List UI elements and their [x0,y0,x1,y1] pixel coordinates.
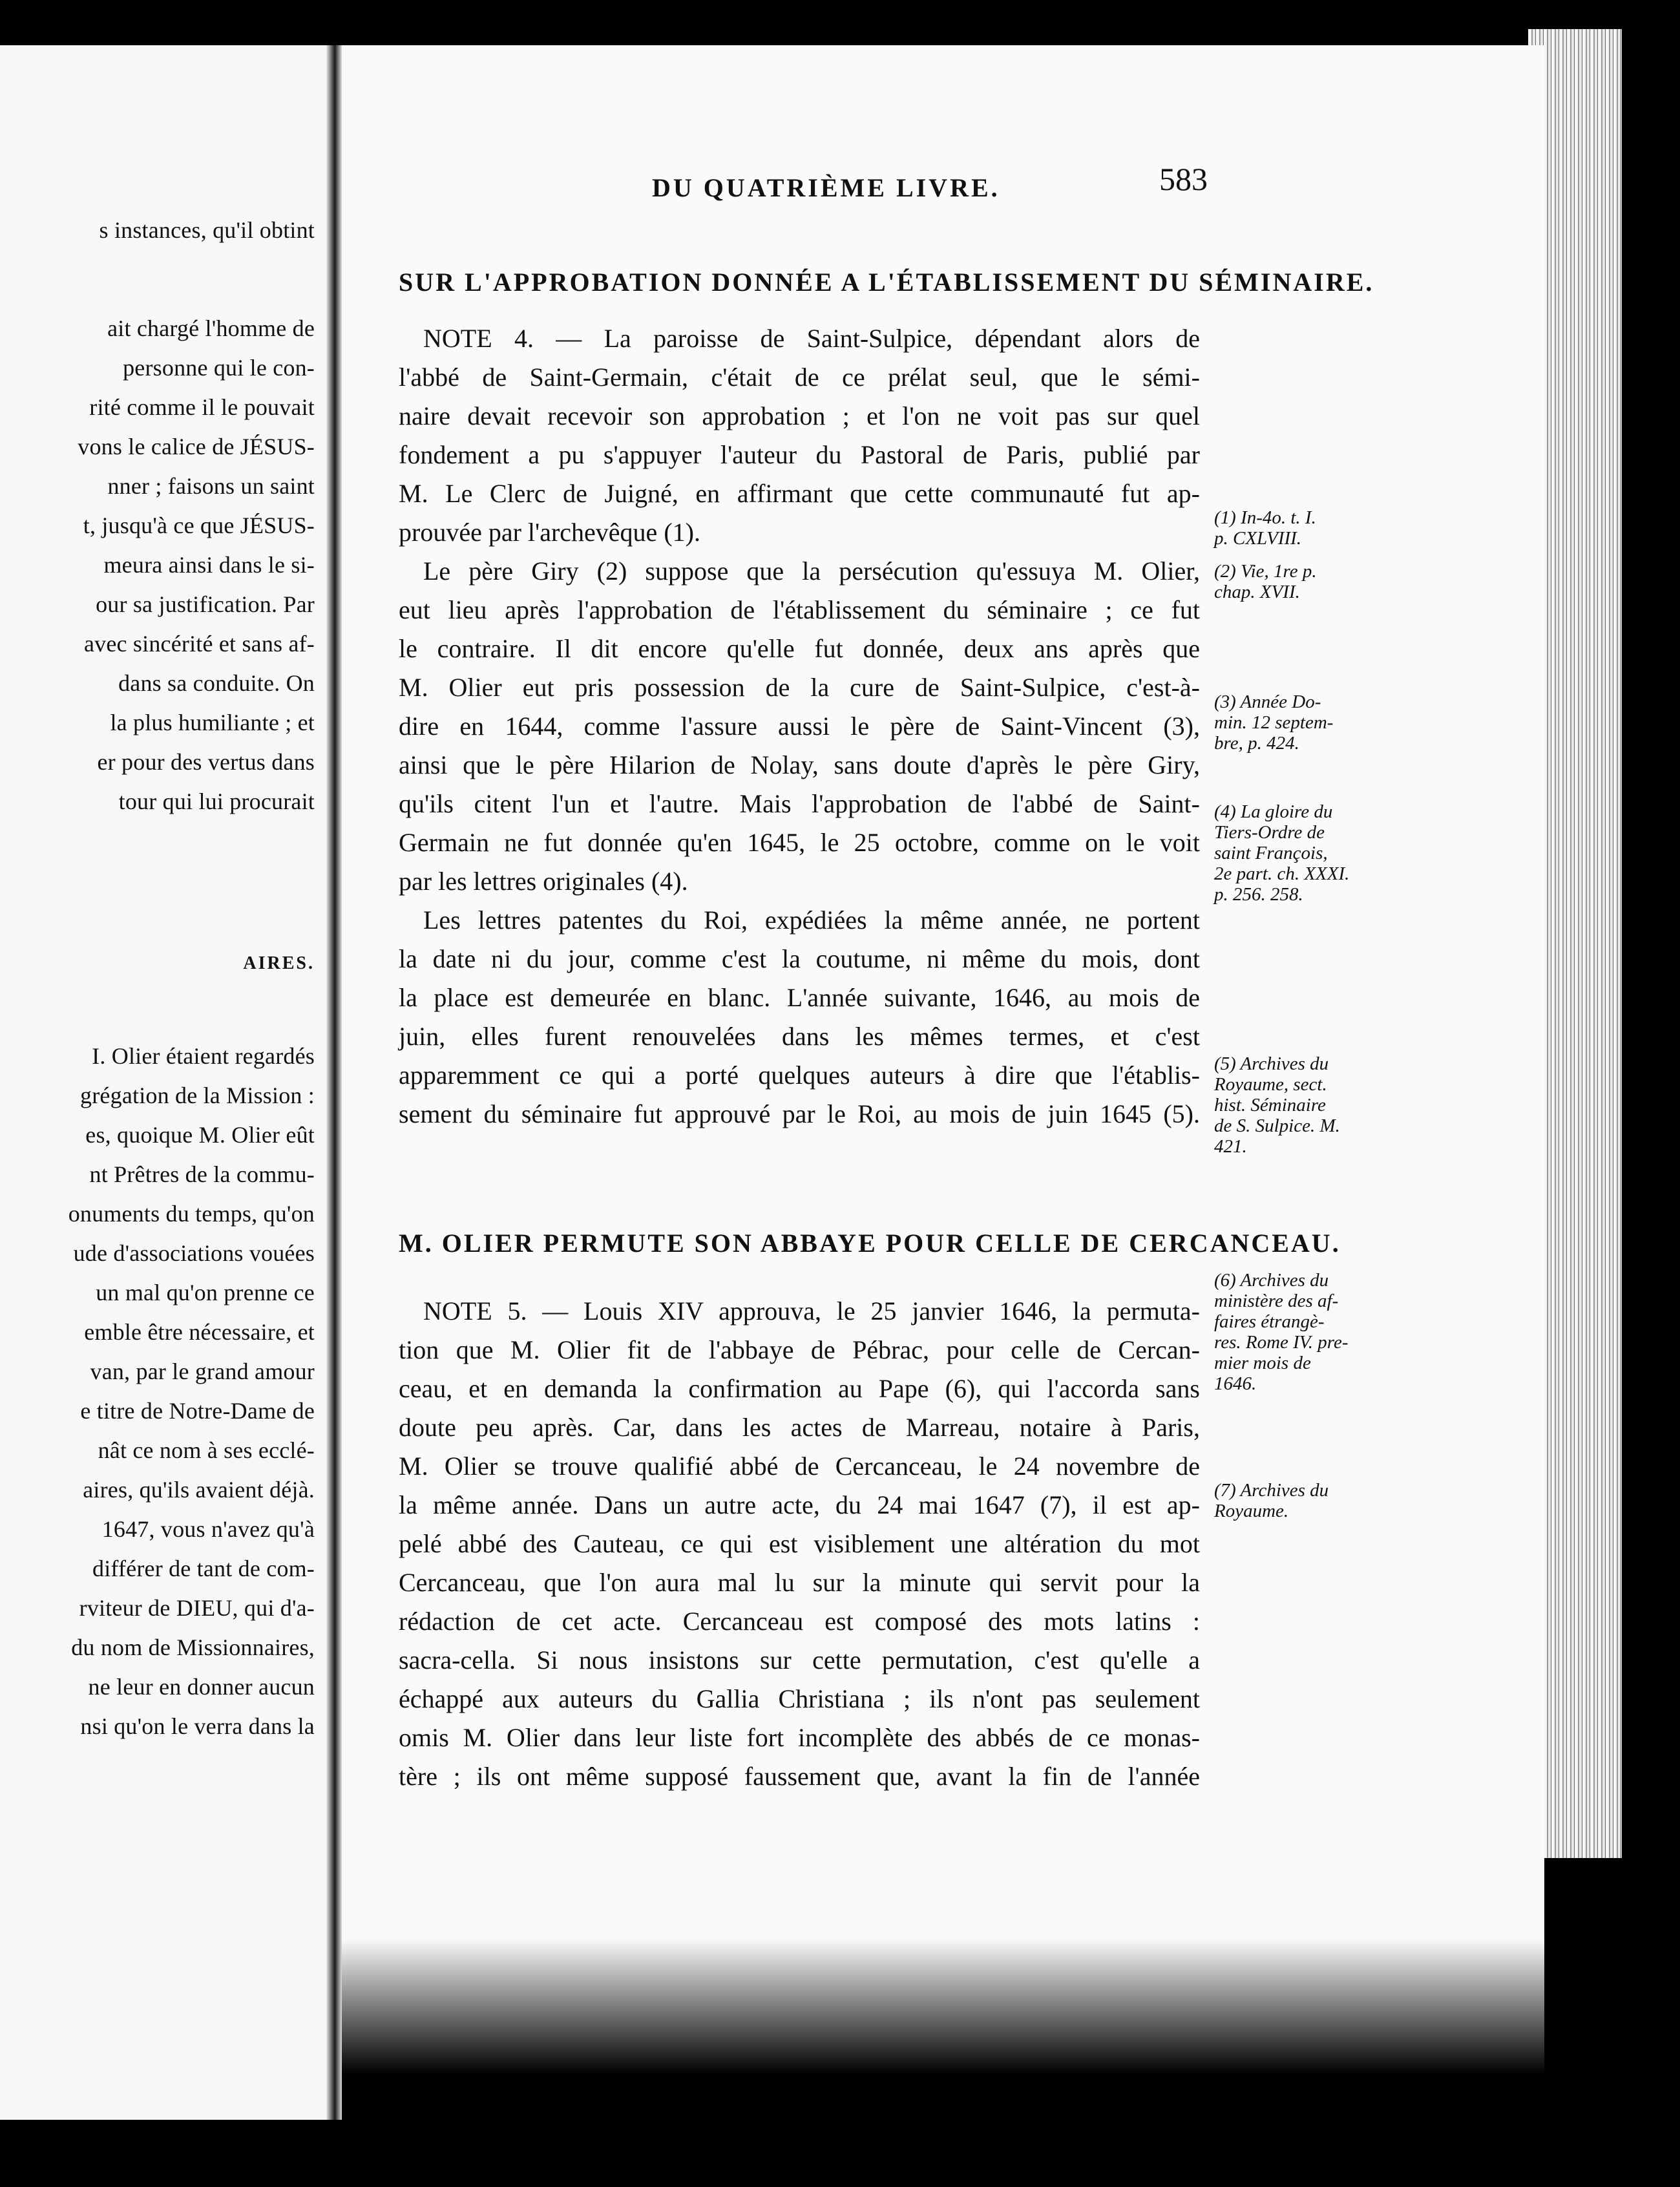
body-line: M. Olier eut pris possession de la cure de Saint-Sulpice, c'est-à- [399,673,1200,702]
margin-note-line: (7) Archives du [1214,1480,1329,1501]
margin-note-line: res. Rome IV. pre- [1214,1332,1349,1353]
margin-note-line: p. 256. 258. [1214,884,1303,905]
body-line: naire devait recevoir son approbation ; et l'on ne voit pas sur quel [399,401,1200,430]
page-number: 583 [1159,161,1208,197]
book-gutter [326,45,342,2120]
body-line: l'abbé de Saint-Germain, c'était de ce prélat seul, que le sémi- [399,363,1200,392]
left-line: la plus humiliante ; et [110,710,315,735]
body-line: doute peu après. Car, dans les actes de Marreau, notaire à Paris, [399,1413,1200,1442]
margin-note-line: (5) Archives du [1214,1053,1329,1074]
left-line: er pour des vertus dans [97,749,315,775]
left-line: rviteur de DIEU, qui d'a- [79,1595,315,1621]
body-line: sacra-cella. Si nous insistons sur cette permutation, c'est qu'elle a [399,1645,1200,1675]
margin-note-line: mier mois de [1214,1353,1311,1373]
body-line: apparemment ce qui a porté quelques auteurs à dire que l'établis- [399,1061,1200,1090]
left-line: t, jusqu'à ce que JÉSUS- [83,512,315,538]
body-line: la place est demeurée en blanc. L'année suivante, 1646, au mois de [399,983,1200,1012]
margin-note-line: p. CXLVIII. [1214,528,1302,549]
left-line: nât ce nom à ses ecclé- [98,1437,315,1463]
body-line: le contraire. Il dit encore qu'elle fut donnée, deux ans après que [399,634,1200,663]
left-line: ude d'associations vouées [73,1240,315,1266]
body-line: Le père Giry (2) suppose que la persécution qu'essuya M. Olier, [423,556,1200,586]
left-line: es, quoique M. Olier eût [85,1122,315,1148]
left-line: du nom de Missionnaires, [71,1634,315,1660]
body-line: juin, elles furent renouvelées dans les mêmes termes, et c'est [399,1022,1200,1051]
body-line: ainsi que le père Hilarion de Nolay, sans doute d'après le père Giry, [399,750,1200,779]
page-shadow [342,1939,1544,2133]
margin-note-line: (4) La gloire du [1214,801,1333,822]
margin-note-line: Royaume, sect. [1214,1074,1327,1095]
body-line: fondement a pu s'appuyer l'auteur du Pastoral de Paris, publié par [399,440,1200,469]
left-line: emble être nécessaire, et [84,1319,315,1345]
left-line: onuments du temps, qu'on [68,1201,315,1227]
body-line: qu'ils citent l'un et l'autre. Mais l'approbation de l'abbé de Saint- [399,789,1200,818]
margin-note-line: min. 12 septem- [1214,712,1334,733]
body-line: la date ni du jour, comme c'est la coutume, ni même du mois, dont [399,944,1200,973]
left-line: 1647, vous n'avez qu'à [101,1516,315,1542]
left-line: e titre de Notre-Dame de [80,1398,315,1424]
left-line: différer de tant de com- [92,1556,315,1581]
margin-note-line: 421. [1214,1136,1247,1157]
margin-note-line: Royaume. [1214,1501,1289,1521]
left-line: ne leur en donner aucun [88,1674,315,1700]
left-line: ait chargé l'homme de [107,315,315,341]
body-line: tère ; ils ont même supposé faussement que, avant la fin de l'année [399,1762,1200,1791]
margin-note-line: (6) Archives du [1214,1270,1329,1291]
body-line: pelé abbé des Cauteau, ce qui est visiblement une altération du mot [399,1529,1200,1558]
body-line: M. Le Clerc de Juigné, en affirmant que cette communauté fut ap- [399,479,1200,508]
left-line: nner ; faisons un saint [107,473,315,499]
left-line: nt Prêtres de la commu- [89,1161,315,1187]
body-line: échappé aux auteurs du Gallia Christiana ; ils n'ont pas seulement [399,1684,1200,1713]
margin-note-line: (1) In-4o. t. I. [1214,507,1316,528]
left-line: grégation de la Mission : [80,1083,315,1108]
left-line: aires, qu'ils avaient déjà. [83,1477,315,1503]
margin-note-line: faires étrangè- [1214,1311,1325,1332]
margin-note-line: chap. XVII. [1214,582,1300,602]
section-heading: M. OLIER PERMUTE SON ABBAYE POUR CELLE DE CERCANCEAU. [399,1229,1341,1258]
body-line: Germain ne fut donnée qu'en 1645, le 25 octobre, comme on le voit [399,828,1200,857]
left-line: rité comme il le pouvait [89,394,315,420]
body-line: sement du séminaire fut approuvé par le Roi, au mois de juin 1645 (5). [399,1099,1200,1128]
margin-note-line: ministère des af- [1214,1291,1339,1311]
body-line: eut lieu après l'approbation de l'établissement du séminaire ; ce fut [399,595,1200,624]
left-section-heading: AIRES. [243,953,315,973]
left-line: van, par le grand amour [90,1358,315,1384]
left-line: avec sincérité et sans af- [83,631,315,657]
margin-note-line: bre, p. 424. [1214,733,1299,754]
body-line: M. Olier se trouve qualifié abbé de Cercanceau, le 24 novembre de [399,1452,1200,1481]
margin-note-line: saint François, [1214,843,1328,863]
left-line: tour qui lui procurait [118,788,315,814]
margin-note-line: hist. Séminaire [1214,1095,1326,1115]
body-line: ceau, et en demanda la confirmation au Pape (6), qui l'accorda sans [399,1374,1200,1403]
body-line: rédaction de cet acte. Cercanceau est composé des mots latins : [399,1607,1200,1636]
section-heading: SUR L'APPROBATION DONNÉE A L'ÉTABLISSEMENT DU SÉMINAIRE. [399,268,1374,297]
body-line: Les lettres patentes du Roi, expédiées la même année, ne portent [423,905,1200,935]
body-line: NOTE 4. — La paroisse de Saint-Sulpice, dépendant alors de [423,324,1200,353]
body-line: NOTE 5. — Louis XIV approuva, le 25 janvier 1646, la permuta- [423,1296,1200,1326]
margin-note-line: 1646. [1214,1373,1257,1394]
margin-note-line: (2) Vie, 1re p. [1214,561,1317,582]
running-title: DU QUATRIÈME LIVRE. [652,173,1000,202]
margin-note-line: 2e part. ch. XXXI. [1214,863,1350,884]
body-line: par les lettres originales (4). [399,867,688,896]
body-line: omis M. Olier dans leur liste fort incomplète des abbés de ce monas- [399,1723,1200,1752]
right-page [342,45,1544,1984]
left-page [0,45,326,2120]
left-line: nsi qu'on le verra dans la [80,1713,315,1739]
left-line: meura ainsi dans le si- [103,552,315,578]
left-line: s instances, qu'il obtint [99,217,315,243]
left-line: dans sa conduite. On [118,670,315,696]
body-line: la même année. Dans un autre acte, du 24 mai 1647 (7), il est ap- [399,1490,1200,1519]
left-line: our sa justification. Par [96,591,315,617]
left-line: vons le calice de JÉSUS- [78,434,315,460]
left-line: personne qui le con- [123,355,315,381]
margin-note-line: Tiers-Ordre de [1214,822,1325,843]
body-line: Cercanceau, que l'on aura mal lu sur la minute qui servit pour la [399,1568,1200,1597]
left-line: I. Olier étaient regardés [92,1043,315,1069]
left-line: un mal qu'on prenne ce [96,1280,315,1305]
margin-note-line: de S. Sulpice. M. [1214,1115,1340,1136]
body-line: dire en 1644, comme l'assure aussi le père de Saint-Vincent (3), [399,712,1200,741]
body-line: prouvée par l'archevêque (1). [399,518,700,547]
margin-note-line: (3) Année Do- [1214,692,1321,712]
body-line: tion que M. Olier fit de l'abbaye de Pébrac, pour celle de Cercan- [399,1335,1200,1364]
